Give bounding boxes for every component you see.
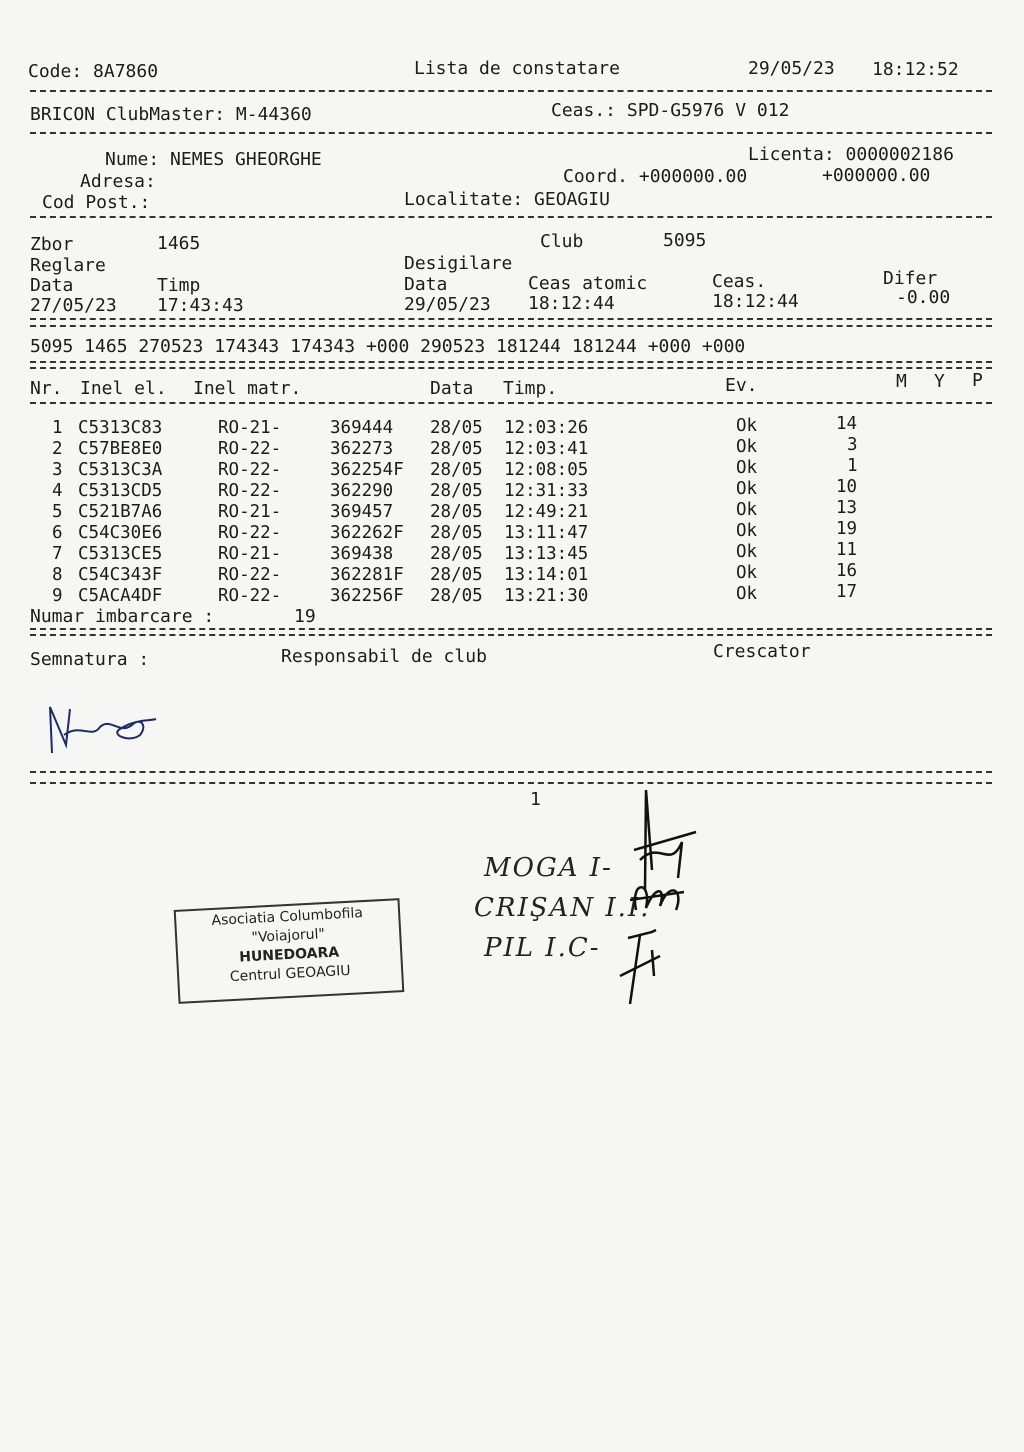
row-timp: 13:14:01 (504, 565, 589, 585)
row-ev: Ok (736, 500, 758, 520)
difference-label: Difer (883, 268, 938, 289)
row-timp: 13:21:30 (504, 586, 589, 606)
row-data: 28/05 (430, 544, 483, 564)
row-inel-el: C5ACA4DF (78, 586, 163, 606)
row-nr: 7 (52, 544, 63, 564)
flight-value: 1465 (157, 233, 201, 254)
document-title: Lista de constatare (414, 58, 620, 79)
desigilare-date-label: Data (404, 274, 448, 295)
divider (30, 771, 992, 773)
row-prefix: RO-22- (218, 439, 282, 459)
row-ev: Ok (736, 584, 758, 604)
row-nr: 6 (52, 523, 63, 543)
row-matr: 362256F (330, 586, 404, 606)
row-timp: 13:13:45 (504, 544, 589, 564)
row-matr: 362262F (330, 523, 404, 543)
row-inel-el: C521B7A6 (78, 502, 163, 522)
signature-scribble (40, 695, 170, 765)
header-timp: Timp. (503, 378, 558, 399)
row-value: 1 (847, 456, 858, 476)
row-nr: 4 (52, 481, 63, 501)
row-timp: 12:03:26 (504, 418, 589, 438)
club-value: 5095 (663, 230, 707, 251)
stamp-line-4: Centrul GEOAGIU (229, 962, 351, 986)
page-number: 1 (530, 789, 541, 810)
table-row (30, 435, 990, 460)
coord-value-2: +000000.00 (822, 165, 931, 186)
row-ev: Ok (736, 521, 758, 541)
ceas-label: Ceas.: SPD-G5976 V 012 (551, 100, 790, 121)
header-time: 18:12:52 (872, 59, 959, 80)
row-ev: Ok (736, 542, 758, 562)
divider (30, 361, 992, 363)
reglare-label: Reglare (30, 255, 106, 276)
row-matr: 362290 (330, 481, 394, 501)
clock-time: 18:12:44 (712, 291, 799, 312)
row-inel-el: C5313C83 (78, 418, 163, 438)
row-timp: 13:11:47 (504, 523, 589, 543)
row-ev: Ok (736, 416, 758, 436)
header-data: Data (430, 378, 474, 399)
row-nr: 1 (52, 418, 63, 438)
atomic-clock-time: 18:12:44 (528, 293, 615, 314)
boarding-count-label: Numar imbarcare : (30, 606, 215, 627)
club-label: Club (540, 231, 584, 252)
row-matr: 362254F (330, 460, 404, 480)
divider (30, 90, 992, 92)
row-matr: 369457 (330, 502, 394, 522)
header-ev: Ev. (725, 375, 758, 396)
table-row (30, 414, 990, 439)
breeder-label: Crescator (713, 641, 811, 662)
postcode-label: Cod Post.: (42, 192, 151, 213)
difference-value: -0.00 (896, 287, 951, 308)
signature-label: Semnatura : (30, 649, 150, 670)
row-ev: Ok (736, 479, 758, 499)
row-data: 28/05 (430, 439, 483, 459)
row-inel-el: C5313CD5 (78, 481, 163, 501)
row-timp: 12:08:05 (504, 460, 589, 480)
row-value: 16 (836, 561, 858, 581)
handwritten-name-3: PIL I.C- (484, 933, 601, 963)
header-nr: Nr. (30, 378, 63, 399)
clock-label: Ceas. (712, 271, 767, 292)
row-prefix: RO-22- (218, 586, 282, 606)
row-data: 28/05 (430, 502, 483, 522)
row-prefix: RO-22- (218, 565, 282, 585)
atomic-clock-label: Ceas atomic (528, 273, 648, 294)
row-value: 19 (836, 519, 858, 539)
row-ev: Ok (736, 458, 758, 478)
divider (30, 782, 992, 784)
association-stamp (174, 898, 405, 1004)
clubmaster-label: BRICON ClubMaster: M-44360 (30, 104, 312, 125)
handwritten-signatures (600, 780, 710, 1020)
row-timp: 12:49:21 (504, 502, 589, 522)
divider (30, 216, 992, 218)
locality: Localitate: GEOAGIU (404, 189, 610, 210)
header-m: M (896, 371, 907, 392)
row-value: 10 (836, 477, 858, 497)
row-value: 17 (836, 582, 858, 602)
header-p: P (972, 370, 983, 391)
row-data: 28/05 (430, 565, 483, 585)
reglare-date: 27/05/23 (30, 295, 117, 316)
row-prefix: RO-22- (218, 523, 282, 543)
desigilare-label: Desigilare (404, 253, 513, 274)
club-responsible-label: Responsabil de club (281, 646, 487, 667)
row-nr: 8 (52, 565, 63, 585)
row-matr: 369438 (330, 544, 394, 564)
row-prefix: RO-21- (218, 544, 282, 564)
row-matr: 369444 (330, 418, 394, 438)
licence: Licenta: 0000002186 (748, 144, 954, 165)
row-inel-el: C5313CE5 (78, 544, 163, 564)
row-data: 28/05 (430, 418, 483, 438)
row-timp: 12:31:33 (504, 481, 589, 501)
divider (30, 325, 992, 327)
coord-label: Coord. +000000.00 (563, 166, 748, 187)
divider (30, 628, 992, 630)
row-inel-el: C54C343F (78, 565, 163, 585)
divider (30, 402, 992, 404)
address-label: Adresa: (80, 171, 156, 192)
row-data: 28/05 (430, 586, 483, 606)
divider (30, 634, 992, 636)
row-value: 13 (836, 498, 858, 518)
row-value: 11 (836, 540, 858, 560)
row-data: 28/05 (430, 460, 483, 480)
row-nr: 9 (52, 586, 63, 606)
row-matr: 362281F (330, 565, 404, 585)
header-inel-matr: Inel matr. (193, 378, 302, 399)
row-ev: Ok (736, 563, 758, 583)
row-prefix: RO-21- (218, 502, 282, 522)
table-header (30, 370, 990, 399)
desigilare-date: 29/05/23 (404, 294, 491, 315)
code-line: 5095 1465 270523 174343 174343 +000 290523 181244 181244 +000 +000 (30, 336, 746, 357)
header-inel-el: Inel el. (80, 378, 167, 399)
flight-label: Zbor (30, 234, 74, 255)
row-inel-el: C54C30E6 (78, 523, 163, 543)
row-prefix: RO-21- (218, 418, 282, 438)
owner-name: Nume: NEMES GHEORGHE (105, 149, 322, 170)
divider (30, 132, 992, 134)
stamp-line-1: Asociatia Columbofila (211, 905, 364, 930)
handwritten-name-2: CRIŞAN I.I. (474, 893, 651, 923)
row-value: 3 (847, 435, 858, 455)
row-prefix: RO-22- (218, 481, 282, 501)
row-matr: 362273 (330, 439, 394, 459)
row-value: 14 (836, 414, 858, 434)
row-nr: 5 (52, 502, 63, 522)
header-date: 29/05/23 (748, 58, 835, 79)
code-label: Code: 8A7860 (28, 61, 159, 82)
reglare-time: 17:43:43 (157, 295, 244, 316)
row-inel-el: C57BE8E0 (78, 439, 163, 459)
boarding-count-value: 19 (294, 606, 316, 627)
stamp-line-3: HUNEDOARA (238, 944, 340, 966)
row-inel-el: C5313C3A (78, 460, 163, 480)
reglare-time-label: Timp (157, 275, 201, 296)
row-nr: 3 (52, 460, 63, 480)
row-nr: 2 (52, 439, 63, 459)
table-row (30, 582, 990, 607)
divider (30, 367, 992, 369)
row-prefix: RO-22- (218, 460, 282, 480)
handwritten-name-1: MOGA I- (484, 853, 613, 883)
row-ev: Ok (736, 437, 758, 457)
stamp-line-2: "Voiajorul" (251, 926, 326, 946)
row-timp: 12:03:41 (504, 439, 589, 459)
reglare-date-label: Data (30, 275, 74, 296)
divider (30, 318, 992, 320)
row-data: 28/05 (430, 481, 483, 501)
header-y: Y (934, 371, 945, 392)
row-data: 28/05 (430, 523, 483, 543)
